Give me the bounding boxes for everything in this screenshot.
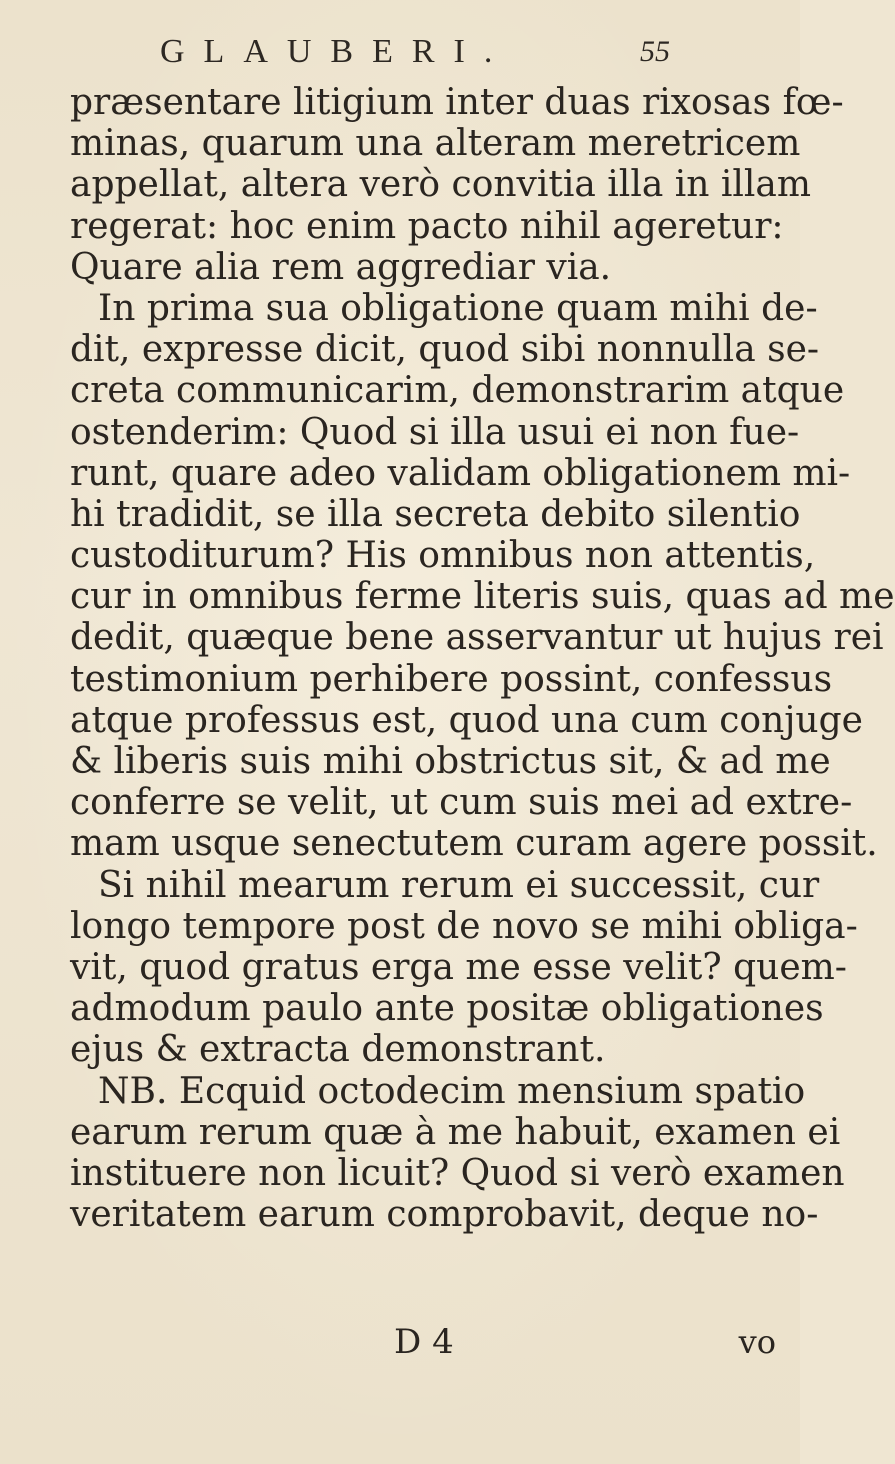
catchword: vo [738,1323,776,1361]
text-line: vit, quod gratus erga me esse velit? quem- [70,946,847,988]
text-line: hi tradidit, se illa secreta debito silentio [70,493,801,535]
text-line: instituere non licuit? Quod si verò examen [70,1152,845,1194]
text-line: minas, quarum una alteram meretricem [70,123,801,165]
text-line: testimonium perhibere possint, confessus [70,658,833,700]
text-line: dit, expresse dicit, quod sibi nonnulla se- [70,329,820,371]
body-text [70,82,895,1236]
text-line: ejus & extracta demonstrant. [70,1029,606,1071]
text-line: NB. Ecquid octodecim mensium spatio [98,1070,806,1112]
text-line: longo tempore post de novo se mihi obliga- [70,905,858,947]
text-line: præsentare litigium inter duas rixosas fœ- [70,82,844,123]
text-line: In prima sua obligatione quam mihi de- [98,287,818,329]
text-line: cur in omnibus ferme literis suis, quas ad me [70,576,895,618]
text-line: mam usque senectutem curam agere possit. [70,823,878,865]
text-line: & liberis suis mihi obstrictus sit, & ad me [70,741,831,782]
text-line: runt, quare adeo validam obligationem mi- [70,452,851,494]
text-line: atque professus est, quod una cum conjuge [70,699,863,741]
text-line: creta communicarim, demonstrarim atque [70,370,845,412]
text-line: conferre se velit, ut cum suis mei ad extre- [70,782,853,824]
text-line: custoditurum? His omnibus non attentis, [70,535,816,577]
text-line: dedit, quæque bene asservantur ut hujus rei [70,617,884,659]
text-line: ostenderim: Quod si illa usui ei non fue- [70,411,800,453]
page-number: 55 [640,35,670,68]
signature-mark: D 4 [394,1322,454,1362]
text-line: regerat: hoc enim pacto nihil ageretur: [70,205,784,247]
text-line: appellat, altera verò convitia illa in illam [70,164,812,206]
text-line: veritatem earum comprobavit, deque no- [70,1194,819,1236]
text-line: admodum paulo ante positæ obligationes [70,988,824,1030]
text-line: Si nihil mearum rerum ei successit, cur [98,864,820,906]
text-line: earum rerum quæ à me habuit, examen ei [70,1111,841,1153]
text-line: Quare alia rem aggrediar via. [70,246,612,288]
running-head [160,28,670,76]
running-title: GLAUBERI. [160,33,512,70]
page-footer [70,1322,776,1362]
